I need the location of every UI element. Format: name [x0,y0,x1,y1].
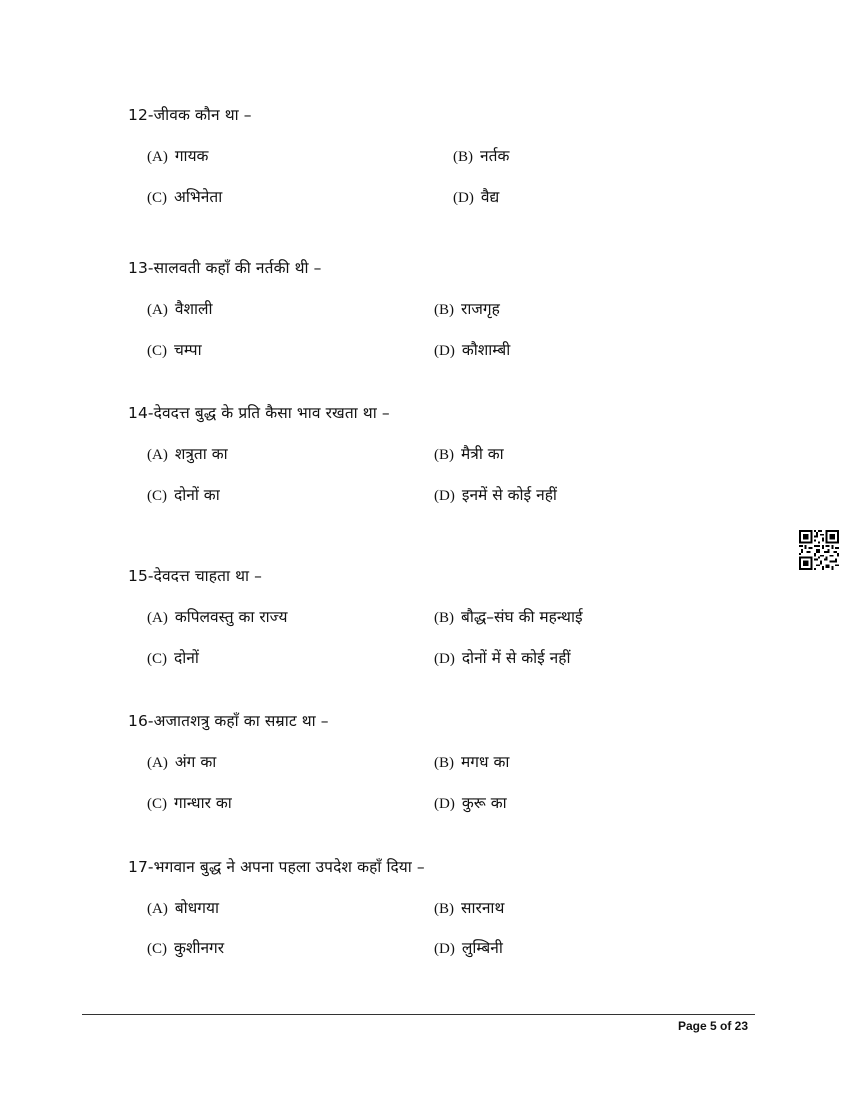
option-text: मैत्री का [461,445,504,463]
option-text: चम्पा [174,341,202,359]
option-label: (C) [147,796,167,812]
option-text: गान्धार का [174,794,232,812]
option-a [147,297,213,319]
option-text: कपिलवस्तु का राज्य [174,608,288,626]
option-b [434,442,504,464]
option-label: (D) [434,941,455,957]
question-text: 14-देवदत्त बुद्ध के प्रति कैसा भाव रखता था – [128,404,390,422]
option-text: बोधगया [174,899,219,917]
option-text: दोनों में से कोई नहीं [461,649,571,667]
option-d [453,185,499,207]
option-label: (B) [434,447,454,463]
option-text: वैशाली [174,300,213,318]
option-label: (C) [147,941,167,957]
option-label: (D) [434,651,455,667]
option-text: दोनों [174,649,199,667]
option-d [434,646,571,668]
footer-divider [82,1014,755,1015]
option-label: (A) [147,149,168,165]
option-label: (A) [147,610,168,626]
option-a [147,896,219,918]
option-text: अंग का [174,753,217,771]
option-label: (C) [147,343,167,359]
option-d [434,483,557,505]
option-c [147,646,199,668]
option-b [453,144,509,166]
option-text: कौशाम्बी [461,341,511,359]
option-text: दोनों का [174,486,220,504]
option-d [434,338,510,360]
option-label: (D) [434,488,455,504]
option-label: (D) [434,796,455,812]
option-d [434,791,507,813]
option-text: शत्रुता का [174,445,228,463]
option-label: (C) [147,190,167,206]
option-a [147,750,216,772]
option-b [434,605,583,627]
option-text: नर्तक [480,147,510,165]
option-a [147,442,228,464]
question-text: 12-जीवक कौन था – [128,106,252,124]
option-label: (A) [147,302,168,318]
question-text: 17-भगवान बुद्ध ने अपना पहला उपदेश कहाँ दिया – [128,858,425,876]
option-text: लुम्बिनी [461,939,503,957]
option-label: (B) [434,901,454,917]
page-number: Page 5 of 23 [678,1019,749,1033]
qr-code-icon [799,530,839,570]
option-text: मगध का [461,753,510,771]
option-text: कुरू का [461,794,507,812]
question-text: 15-देवदत्त चाहता था – [128,567,262,585]
question-text: 16-अजातशत्रु कहाँ का सम्राट था – [128,712,329,730]
option-label: (C) [147,651,167,667]
option-text: इनमें से कोई नहीं [461,486,557,504]
option-d [434,936,503,958]
option-text: वैद्य [480,188,500,206]
option-a [147,144,208,166]
option-b [434,297,500,319]
option-a [147,605,288,627]
option-label: (D) [434,343,455,359]
option-label: (C) [147,488,167,504]
option-b [434,896,504,918]
option-label: (A) [147,447,168,463]
option-label: (A) [147,901,168,917]
option-label: (D) [453,190,474,206]
option-text: राजगृह [461,300,500,318]
option-label: (B) [434,755,454,771]
option-label: (A) [147,755,168,771]
option-label: (B) [453,149,473,165]
option-c [147,791,232,813]
option-text: कुशीनगर [174,939,225,957]
option-c [147,185,222,207]
option-b [434,750,509,772]
option-label: (B) [434,302,454,318]
option-c [147,483,220,505]
option-text: अभिनेता [174,188,223,206]
option-c [147,936,224,958]
option-c [147,338,202,360]
option-text: गायक [174,147,209,165]
question-text: 13-सालवती कहाँ की नर्तकी थी – [128,259,322,277]
option-text: सारनाथ [461,899,505,917]
option-text: बौद्ध–संघ की महन्थाई [461,608,583,626]
option-label: (B) [434,610,454,626]
